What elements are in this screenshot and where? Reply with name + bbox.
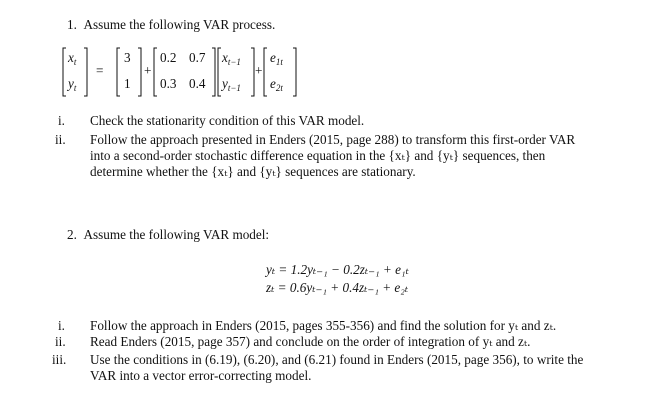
q2-item-3-line-2: VAR into a vector error-correcting model.	[90, 368, 312, 383]
q1-item-2-line-1: Follow the approach presented in Enders (2015, page 288) to transform this first-order VAR	[90, 132, 576, 147]
q2-equation-z: zₜ = 0.6yₜ₋₁ + 0.4zₜ₋₁ + e₂ₜ	[266, 280, 409, 295]
const-2: 1	[124, 76, 131, 91]
q2-item-2-number: ii.	[55, 334, 66, 349]
q2-item-3-line-1: Use the conditions in (6.19), (6.20), and (6.21) found in Enders (2015, page 356), to write the	[90, 352, 584, 367]
lag-x: $x_{t-1}$	[222, 50, 241, 67]
coef-a21: 0.3	[160, 76, 177, 91]
plus-sign-2: +	[255, 63, 263, 78]
coef-a12: 0.7	[189, 50, 206, 65]
q2-heading: 2. Assume the following VAR model:	[67, 227, 270, 242]
lhs-x: $x_t$	[68, 50, 77, 67]
q2-item-3-number: iii.	[52, 352, 67, 367]
q1-item-2-number: ii.	[55, 132, 66, 147]
lhs-y: $y_t$	[68, 76, 77, 93]
q1-item-1-text: Check the stationarity condition of this VAR model.	[90, 113, 365, 128]
plus-sign-1: +	[144, 63, 152, 78]
q1-heading: 1. Assume the following VAR process.	[67, 17, 276, 32]
equals-sign: =	[96, 63, 104, 78]
const-1: 3	[124, 50, 131, 65]
q1-item-1-number: i.	[58, 113, 65, 128]
coef-a11: 0.2	[160, 50, 177, 65]
q1-item-2-line-3: determine whether the {xₜ} and {yₜ} sequences are stationary.	[90, 164, 416, 179]
q2-item-1-text: Follow the approach in Enders (2015, pages 355-356) and find the solution for yₜ and zₜ.	[90, 318, 557, 333]
q2-item-2-text: Read Enders (2015, page 357) and conclude on the order of integration of yₜ and zₜ.	[90, 334, 531, 349]
q2-equation-y: yₜ = 1.2yₜ₋₁ − 0.2zₜ₋₁ + e₁ₜ	[266, 262, 409, 277]
error-e1: $e_{1t}$	[270, 50, 283, 67]
error-e2: $e_{2t}$	[270, 76, 283, 93]
coef-a22: 0.4	[189, 76, 206, 91]
var-matrix-equation	[60, 44, 300, 102]
q2-item-1-number: i.	[58, 318, 65, 333]
q1-item-2-line-2: into a second-order stochastic difference equation in the {xₜ} and {yₜ} sequences, then	[90, 148, 546, 163]
lag-y: $y_{t-1}$	[222, 76, 241, 93]
